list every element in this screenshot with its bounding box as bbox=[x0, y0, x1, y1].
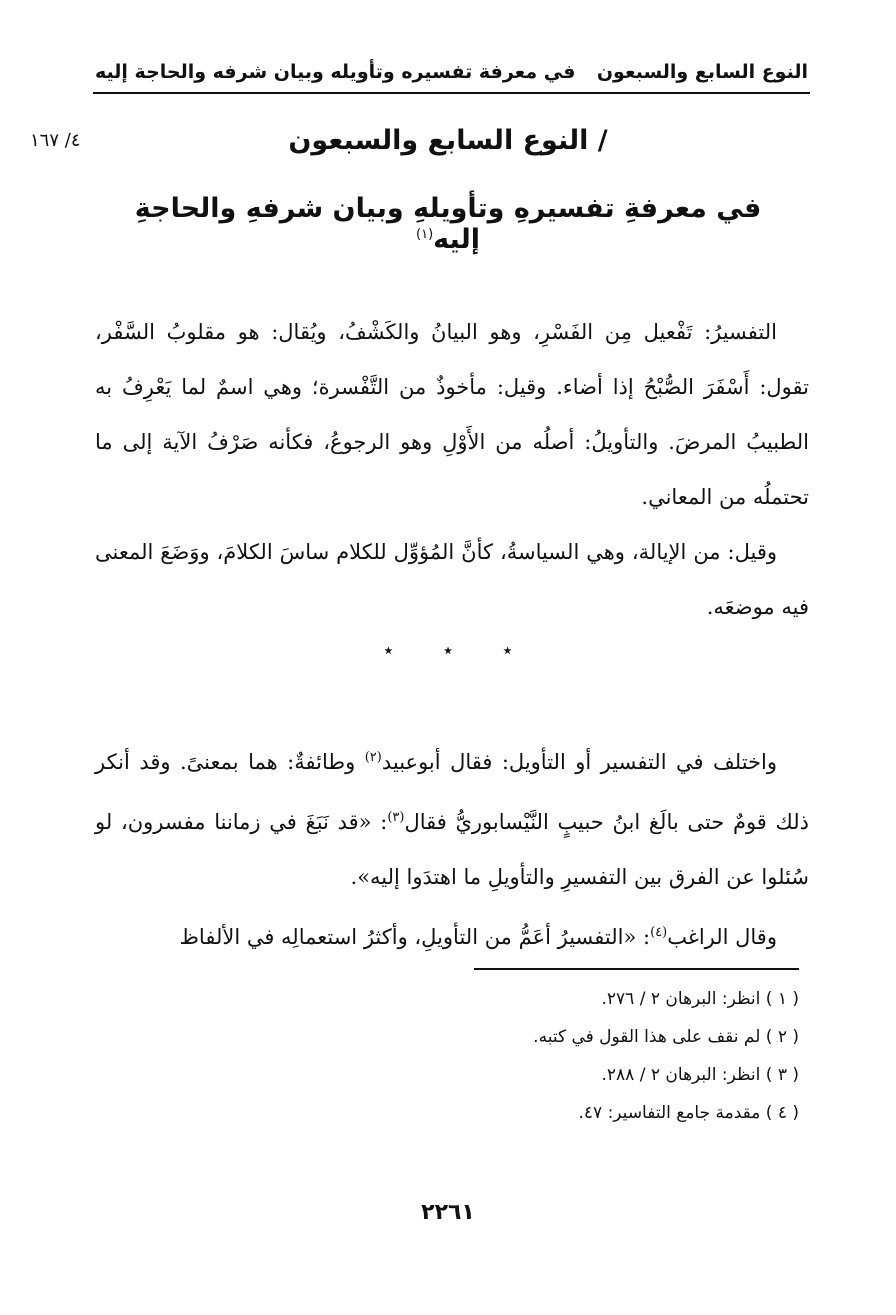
footnotes bbox=[95, 980, 799, 1132]
header-rule bbox=[93, 92, 810, 94]
footnote: ( ١ ) انظر: البرهان ٢ / ٢٧٦. bbox=[601, 989, 799, 1009]
header-chapter-title: النوع السابع والسبعون bbox=[596, 61, 808, 83]
paragraph-text: وطائفةٌ: هما بمعنىً. وقد أنكر ذلك قومٌ حتى بالَغ ابنُ حبيبٍ النَّيْسابوريُّ فقال bbox=[95, 750, 809, 834]
footnote-ref: (٣) bbox=[387, 810, 405, 825]
paragraph-text: : «قد نَبَغَ في زماننا مفسرون، لو سُئلوا عن الفرق بين التفسيرِ والتأويلِ ما اهتدَوا إليه». bbox=[95, 810, 809, 889]
margin-reference: ٤/ ١٦٧ bbox=[30, 130, 81, 151]
paragraph: وقيل: من الإيالة، وهي السياسةُ، كأنَّ المُؤوِّل للكلام ساسَ الكلامَ، ووَضَعَ المعنى فيه موضعَه. bbox=[95, 540, 809, 619]
page-number: ٢٢٦١ bbox=[421, 1200, 475, 1225]
paragraph bbox=[95, 730, 809, 905]
paragraph-text: : «التفسيرُ أعَمُّ من التأويلِ، وأكثرُ استعمالِه في الألفاظ bbox=[179, 925, 651, 949]
running-header bbox=[95, 52, 808, 92]
footnote-ref: (١) bbox=[416, 227, 434, 242]
star-glyph: ٭ bbox=[502, 640, 513, 661]
paragraph bbox=[95, 905, 809, 965]
paragraph: التفسيرُ: تَفْعيل مِن الفَسْرِ، وهو البيانُ والكَشْفُ، ويُقال: هو مقلوبُ السَّفْر، تقول: أَسْفَرَ الصُّبْحُ إذا أضاء. وقيل: مأخوذٌ من التَّفْسرة؛ وهي اسمٌ لما يَعْرِفُ به الطبيبُ المرضَ. والتأويلُ: أصلُه من الأَوْلِ وهو الرجوعُ، فكأنه صَرْفُ الآية إلى ما تحتملُه من المعاني. bbox=[95, 320, 809, 509]
body-section-2 bbox=[95, 730, 809, 965]
header-chapter-subtitle: في معرفة تفسيره وتأويله وبيان شرفه والحاجة إليه bbox=[95, 61, 576, 83]
section-separator bbox=[0, 640, 896, 661]
star-glyph: ٭ bbox=[383, 640, 394, 661]
paragraph-text: وقال الراغب bbox=[667, 925, 777, 949]
paragraph-text: واختلف في التفسير أو التأويل: فقال أبوعبيد bbox=[381, 750, 777, 774]
chapter-title: / النوع السابع والسبعون bbox=[288, 125, 608, 156]
body-section-1 bbox=[95, 305, 809, 635]
footnote: ( ٣ ) انظر: البرهان ٢ / ٢٨٨. bbox=[601, 1065, 799, 1085]
footnote-ref: (٢) bbox=[364, 750, 382, 765]
footnote: ( ٢ ) لم نقف على هذا القول في كتبه. bbox=[533, 1027, 799, 1047]
chapter-subtitle-text: في معرفةِ تفسيرهِ وتأويلهِ وبيان شرفهِ والحاجةِ إليه bbox=[134, 193, 762, 255]
star-glyph: ٭ bbox=[443, 640, 453, 661]
footnote-rule bbox=[474, 968, 799, 970]
footnote-ref: (٤) bbox=[650, 925, 668, 940]
footnote: ( ٤ ) مقدمة جامع التفاسير: ٤٧. bbox=[578, 1103, 799, 1123]
chapter-subtitle bbox=[100, 193, 796, 255]
